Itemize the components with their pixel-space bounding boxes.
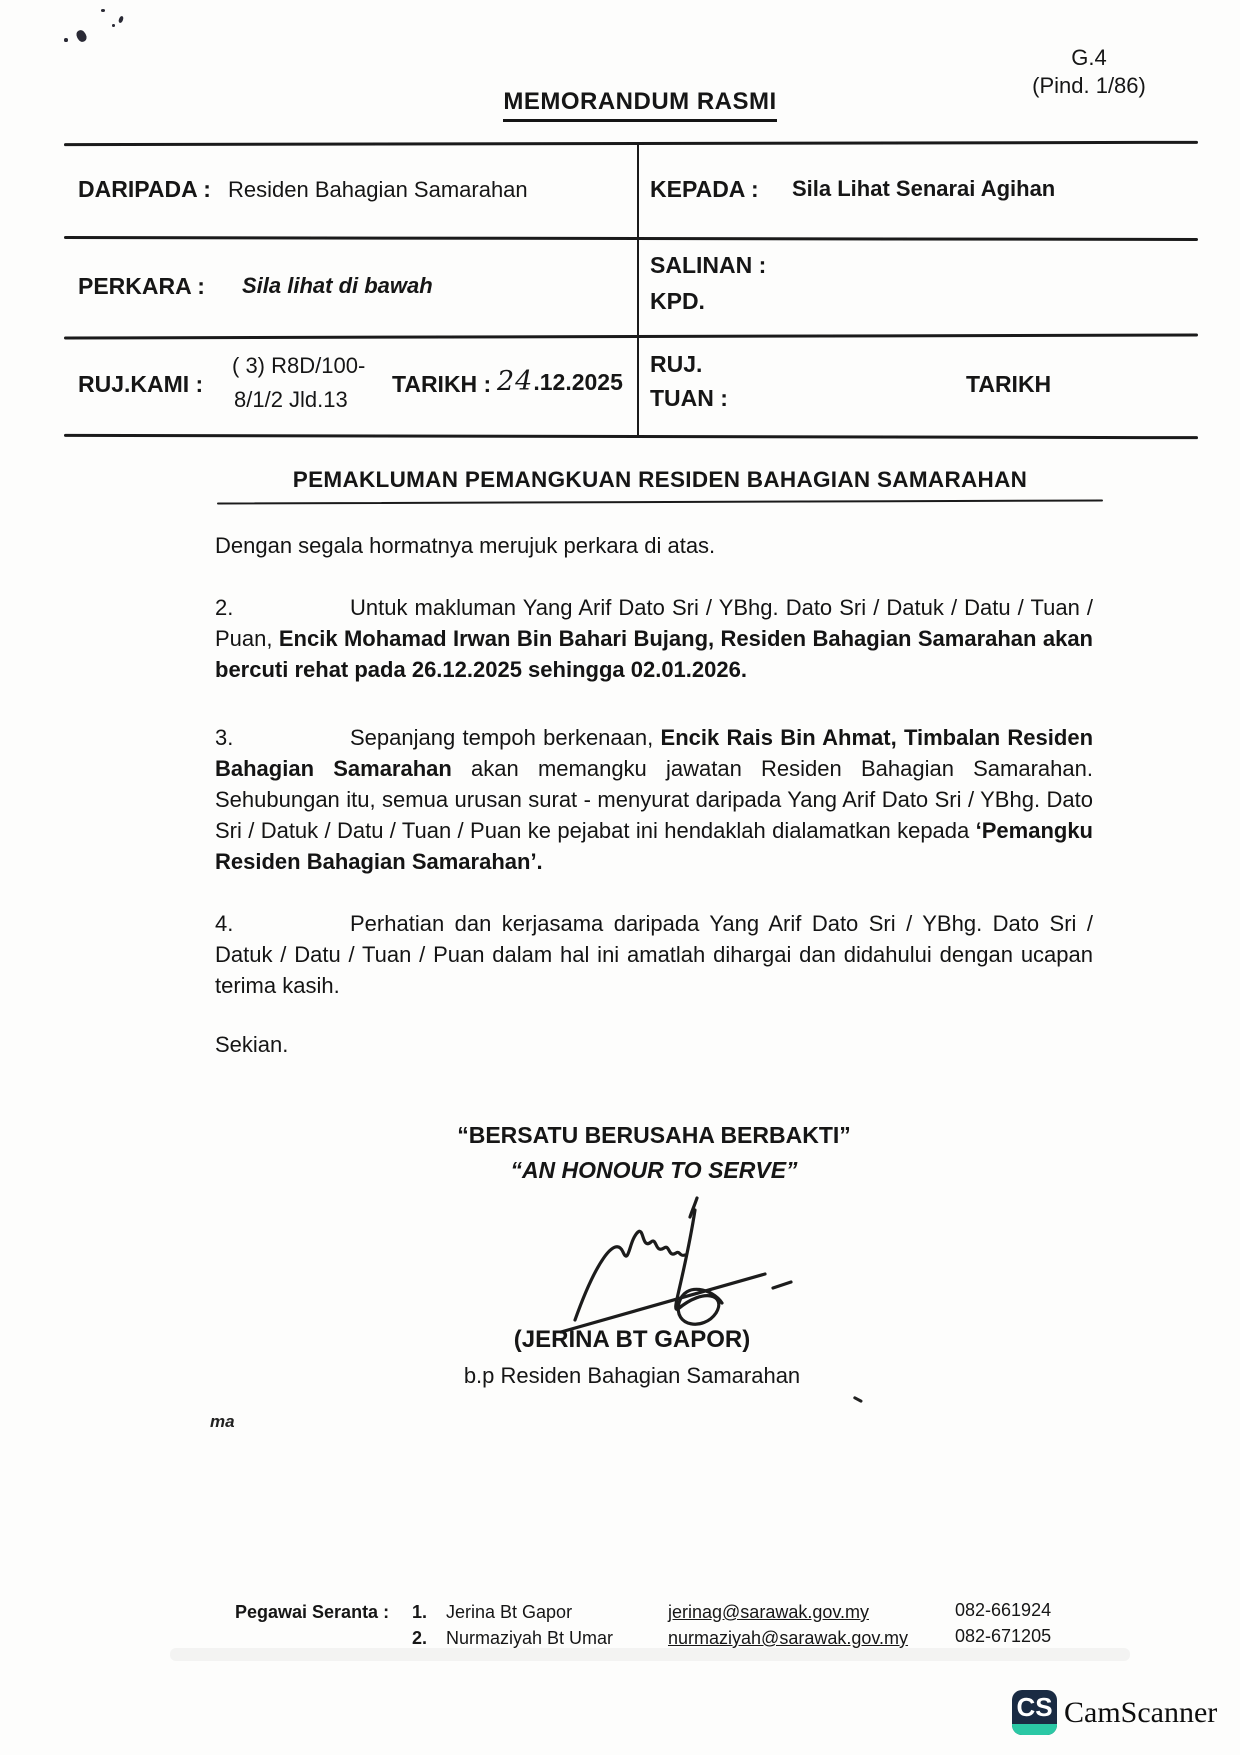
- paragraph-3-text-1: Sepanjang tempoh berkenaan,: [350, 725, 661, 750]
- table-border-bottom: [64, 434, 1198, 439]
- signature-scribble: [545, 1192, 795, 1340]
- subject-heading-underline: [217, 499, 1103, 504]
- camscanner-logo-band: [1012, 1724, 1057, 1735]
- table-row-divider-2: [64, 334, 1198, 340]
- contact-number: 2.: [412, 1628, 428, 1648]
- ink-speck: [112, 24, 115, 27]
- salinan-kpd: KPD.: [650, 288, 705, 314]
- closing-word: Sekian.: [215, 1032, 289, 1057]
- form-code-block: [1013, 44, 1165, 100]
- initials-note: ma: [210, 1412, 235, 1431]
- signatory-name: (JERINA BT GAPOR): [513, 1326, 751, 1353]
- contact-phone: 082-661924: [955, 1600, 1052, 1620]
- salinan-label: SALINAN :: [650, 252, 767, 278]
- ruj-kami-ref-line2: 8/1/2 Jld.13: [234, 387, 348, 412]
- daripada-label: DARIPADA :: [78, 176, 211, 202]
- tarikh-rest: .12.2025: [533, 369, 623, 395]
- scan-smudge: [170, 1648, 1130, 1661]
- paragraph-4-text: Perhatian dan kerjasama daripada Yang Arif Dato Sri / YBhg. Dato Sri / Datuk / Datu / Tuan / Puan dalam hal ini amatlah dihargai dan didahului dengan ucapan terima kasih.: [215, 911, 1093, 998]
- paragraph-3: [215, 722, 1093, 877]
- kepada-value: Sila Lihat Senarai Agihan: [792, 176, 1056, 201]
- subject-heading: PEMAKLUMAN PEMANGKUAN RESIDEN BAHAGIAN SAMARAHAN: [292, 467, 1028, 492]
- contact-name: Nurmaziyah Bt Umar: [446, 1628, 614, 1648]
- contact-phone: 082-671205: [955, 1626, 1052, 1646]
- tarikh-day-handwritten: 24: [497, 366, 534, 397]
- pen-tick-mark: [853, 1396, 863, 1403]
- tarikh-value: [497, 366, 623, 397]
- ink-speck: [75, 29, 89, 44]
- paragraph-2: [215, 592, 1093, 685]
- paragraph-2-number: 2.: [215, 595, 234, 620]
- contact-email: jerinag@sarawak.gov.my: [668, 1602, 870, 1622]
- paragraph-3-bold-name: Encik Rais Bin Ahmat, Timbalan Residen Bahagian Samarahan: [215, 725, 1094, 781]
- ink-speck: [101, 9, 105, 12]
- paragraph-3-text-2: akan memangku jawatan Residen Bahagian Samarahan. Sehubungan itu, semua urusan surat - menyurat daripada Yang Arif Dato Sri / YBhg. Dato Sri / Datuk / Datu / Tuan / Puan ke pejabat ini hendaklah dialamatkan kepada: [215, 756, 1093, 843]
- camscanner-logo-icon: [1012, 1690, 1057, 1735]
- paragraph-3-number: 3.: [215, 725, 234, 750]
- ink-speck: [64, 38, 68, 42]
- motto-line-2: “AN HONOUR TO SERVE”: [510, 1157, 798, 1183]
- ruj-tuan-line1: RUJ.: [650, 351, 703, 377]
- paragraph-1: Dengan segala hormatnya merujuk perkara di atas.: [215, 533, 716, 558]
- perkara-label: PERKARA :: [78, 273, 205, 299]
- table-border-top: [64, 141, 1198, 146]
- paragraph-4: [215, 908, 1093, 1001]
- camscanner-initials: CS: [1016, 1692, 1053, 1722]
- ink-speck: [118, 16, 124, 24]
- table-column-divider: [637, 143, 639, 436]
- paragraph-3-bold-quote: ‘Pemangku Residen Bahagian Samarahan’.: [215, 818, 1093, 874]
- tarikh-right-label: TARIKH: [966, 371, 1052, 397]
- ruj-kami-label: RUJ.KAMI :: [78, 371, 204, 397]
- ruj-kami-ref-line1: ( 3) R8D/100-: [232, 353, 366, 378]
- kepada-label: KEPADA :: [650, 176, 759, 202]
- camscanner-brand-text: CamScanner: [1064, 1696, 1218, 1729]
- contact-name: Jerina Bt Gapor: [446, 1602, 573, 1622]
- tarikh-label: TARIKH :: [392, 371, 492, 397]
- motto-line-1: “BERSATU BERUSAHA BERBAKTI”: [457, 1122, 851, 1148]
- form-code: G.4: [1071, 45, 1107, 70]
- table-row-divider-1: [64, 236, 1198, 241]
- paragraph-2-text: Untuk makluman Yang Arif Dato Sri / YBhg. Dato Sri / Datuk / Datu / Tuan / Puan,: [215, 595, 1093, 651]
- ruj-tuan-line2: TUAN :: [650, 385, 728, 411]
- contact-number: 1.: [412, 1602, 428, 1622]
- document-title-wrap: [400, 88, 880, 122]
- paragraph-2-bold-text: Encik Mohamad Irwan Bin Bahari Bujang, Residen Bahagian Samarahan akan bercuti rehat pada 26.12.2025 sehingga 02.01.2026.: [215, 626, 1093, 682]
- form-revision: (Pind. 1/86): [1032, 73, 1146, 98]
- perkara-value: Sila lihat di bawah: [242, 273, 433, 298]
- signatory-title: b.p Residen Bahagian Samarahan: [463, 1363, 801, 1388]
- daripada-value: Residen Bahagian Samarahan: [228, 177, 528, 202]
- document-title: MEMORANDUM RASMI: [503, 88, 776, 122]
- footer-label: Pegawai Seranta :: [235, 1602, 390, 1622]
- paragraph-4-number: 4.: [215, 911, 234, 936]
- contact-email: nurmaziyah@sarawak.gov.my: [668, 1628, 909, 1648]
